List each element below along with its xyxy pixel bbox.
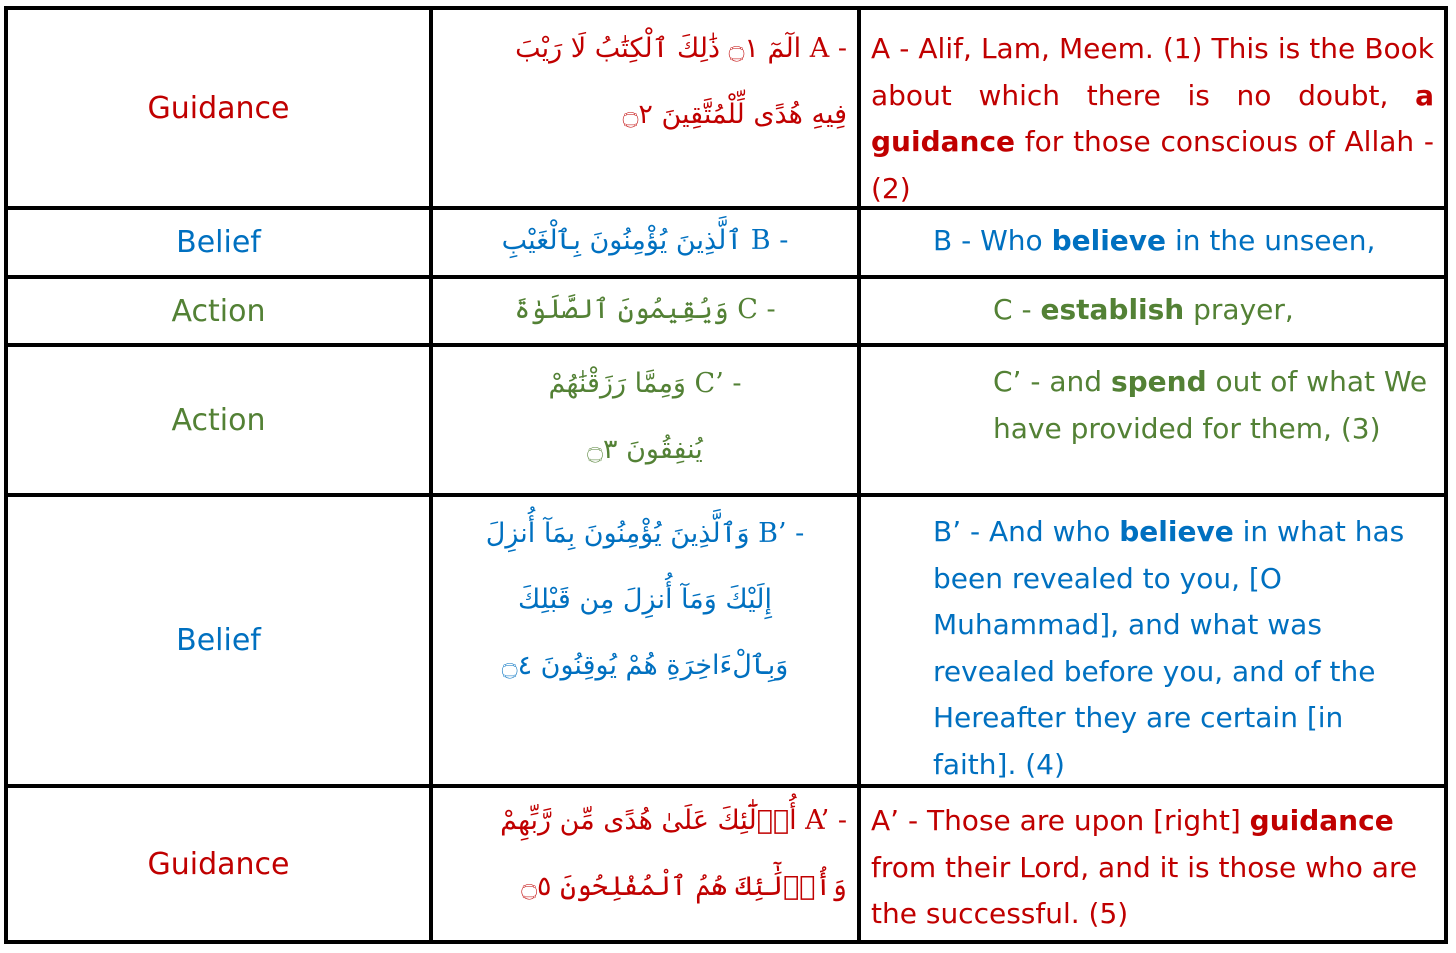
- translation-b: B - Who believe in the unseen,: [861, 210, 1444, 279]
- theme-label-belief: Belief: [8, 210, 433, 279]
- theme-label-belief: Belief: [8, 497, 433, 788]
- arabic-line: وَبِٱلْءَاخِرَةِ هُمْ يُوقِنُونَ ۝٤: [501, 650, 789, 681]
- arabic-line: وَمِمَّا رَزَقْنَٰهُمْ C’ -: [548, 368, 742, 399]
- translation-b-prime: B’ - And who believe in what has been revealed to you, [O Muhammad], and what was revealed before you, and of the Hereafter they are certain [in faith]. (4): [861, 497, 1444, 788]
- theme-label-action: Action: [8, 279, 433, 347]
- arabic-verse-a-prime: [433, 788, 861, 940]
- arabic-line: فِيهِ هُدًى لِّلْمُتَّقِينَ ۝٢: [622, 99, 847, 130]
- translation-a-prime: A’ - Those are upon [right] guidance from their Lord, and it is those who are the successful. (5): [871, 804, 1418, 930]
- arabic-verse-c: [433, 279, 861, 347]
- arabic-verse-b-prime: [433, 497, 861, 788]
- arabic-line: ٱلَّذِينَ يُؤْمِنُونَ بِٱلْغَيْبِ B -: [501, 225, 789, 256]
- translation-c-prime: C’ - and spend out of what We have provided for them, (3): [861, 347, 1444, 497]
- arabic-line: وَٱلَّذِينَ يُؤْمِنُونَ بِمَآ أُنزِلَ B’ -: [485, 518, 805, 549]
- theme-label-action: Action: [8, 347, 433, 497]
- theme-label-guidance: Guidance: [8, 788, 433, 940]
- arabic-line: وَأُو۟لَٰٓئِكَ هُمُ ٱلْمُفْلِحُونَ ۝٥: [521, 871, 847, 902]
- arabic-line: أُو۟لَٰٓئِكَ عَلَىٰ هُدًى مِّن رَّبِّهِمْ A’ -: [500, 805, 847, 836]
- arabic-line: وَيُقِيمُونَ ٱلصَّلَوٰةَ C -: [514, 294, 776, 325]
- arabic-line: الٓمٓ ۝١ ذَٰلِكَ ٱلْكِتَٰبُ لَا رَيْبَ A -: [515, 33, 847, 64]
- translation-c: C - establish prayer,: [861, 279, 1444, 347]
- arabic-line: إِلَيْكَ وَمَآ أُنزِلَ مِن قَبْلِكَ: [518, 584, 772, 615]
- translation-a: A - Alif, Lam, Meem. (1) This is the Book about which there is no doubt, a guidance for those conscious of Allah - (2): [861, 10, 1444, 210]
- arabic-verse-a: [433, 10, 861, 210]
- chiasm-table: [4, 6, 1448, 944]
- arabic-line: يُنفِقُونَ ۝٣: [587, 434, 703, 465]
- arabic-verse-c-prime: [433, 347, 861, 497]
- arabic-verse-b: [433, 210, 861, 279]
- theme-label-guidance: Guidance: [8, 10, 433, 210]
